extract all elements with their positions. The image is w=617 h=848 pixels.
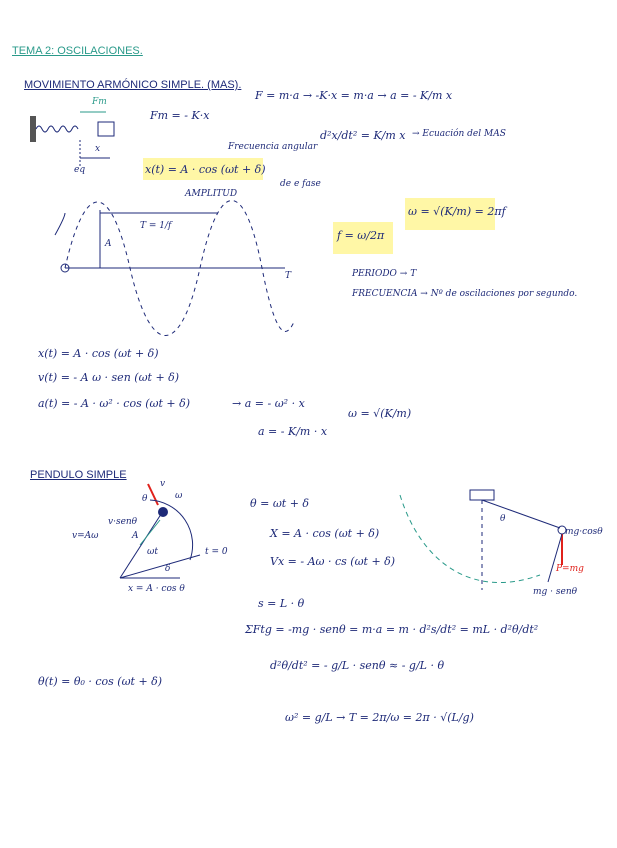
fm-label: Fm <box>92 97 107 107</box>
spring <box>36 126 78 132</box>
wt-arrow <box>140 520 160 545</box>
a-label: A <box>132 531 139 541</box>
mg-sen: mg · senθ <box>533 587 578 597</box>
wall-hatch <box>30 116 36 142</box>
diff-note: → Ecuación del MAS <box>412 129 506 139</box>
freq-ang: Frecuencia angular <box>228 142 318 152</box>
a-rel2: a = - K/m · x <box>258 425 328 438</box>
x-eq: x(t) = A · cos (ωt + δ) <box>38 347 159 360</box>
x-axis-label: x <box>95 144 101 154</box>
v-label: v <box>160 479 166 489</box>
mg-cos: mg·cosθ <box>565 527 603 537</box>
p-mg: P=mg <box>556 564 584 574</box>
mas-heading: MOVIMIENTO ARMÓNICO SIMPLE. (MAS). <box>24 79 242 91</box>
vertical-spring <box>55 213 65 235</box>
theta-label: θ <box>142 494 148 504</box>
pendulo-heading: PENDULO SIMPLE <box>30 469 127 481</box>
s-eq: s = L · θ <box>258 597 305 610</box>
a-rel: → a = - ω² · x <box>232 397 305 410</box>
x-eq-p: X = A · cos (ωt + δ) <box>270 527 380 540</box>
f-eq: f = ω/2π <box>337 229 385 242</box>
eq-mark: eq <box>74 165 86 175</box>
v-sen: v·senθ <box>108 517 138 527</box>
amp-label: A <box>105 239 112 249</box>
a-eq: a(t) = - A · ω² · cos (ωt + δ) <box>38 397 191 410</box>
periodo: PERIODO → T <box>352 269 417 279</box>
diff-eq: d²x/dt² = K/m x <box>320 129 406 142</box>
velocity-arrow <box>148 484 158 505</box>
w-label: ω <box>175 491 183 501</box>
mass-block <box>98 122 114 136</box>
theta-t: θ(t) = θ₀ · cos (ωt + δ) <box>38 675 163 688</box>
wt-label: ωt <box>147 547 158 557</box>
newton-eq: F = m·a → -K·x = m·a → a = - K/m x <box>255 89 453 102</box>
v-eq: v(t) = - A ω · sen (ωt + δ) <box>38 371 180 384</box>
v-aw: v=Aω <box>72 531 99 541</box>
w-eq: ω = √(K/m) = 2πf <box>408 205 506 218</box>
fm-eq: Fm = - K·x <box>150 109 210 122</box>
page-title: TEMA 2: OSCILACIONES. <box>12 45 143 57</box>
diff-p: d²θ/dt² = - g/L · senθ ≈ - g/L · θ <box>270 659 445 672</box>
frecuencia: FRECUENCIA → Nº de oscilaciones por segundo. <box>352 289 578 299</box>
fase: de e fase <box>280 179 321 189</box>
ceiling <box>470 490 494 500</box>
sum-f: ΣFtg = -mg · senθ = m·a = m · d²s/dt² = mL · d²θ/dt² <box>245 623 539 636</box>
pendulum-string <box>482 500 560 528</box>
bob <box>158 507 168 517</box>
t0-label: t = 0 <box>205 547 228 557</box>
t-axis: T <box>285 271 292 281</box>
vx-eq: Vx = - Aω · cs (ωt + δ) <box>270 555 396 568</box>
swing-arc <box>400 495 540 583</box>
w-rel: ω = √(K/m) <box>348 407 412 420</box>
period-label: T = 1/f <box>140 221 172 231</box>
x-acos: x = A · cos θ <box>128 584 185 594</box>
amplitud: AMPLITUD <box>185 189 238 199</box>
xt-eq: x(t) = A · cos (ωt + δ) <box>145 163 266 176</box>
delta-label: δ <box>165 564 171 574</box>
tangent-arrow <box>548 534 562 582</box>
theta-right: θ <box>500 514 506 524</box>
omega-p: ω² = g/L → T = 2π/ω = 2π · √(L/g) <box>285 711 474 724</box>
theta-eq: θ = ωt + δ <box>250 497 310 510</box>
